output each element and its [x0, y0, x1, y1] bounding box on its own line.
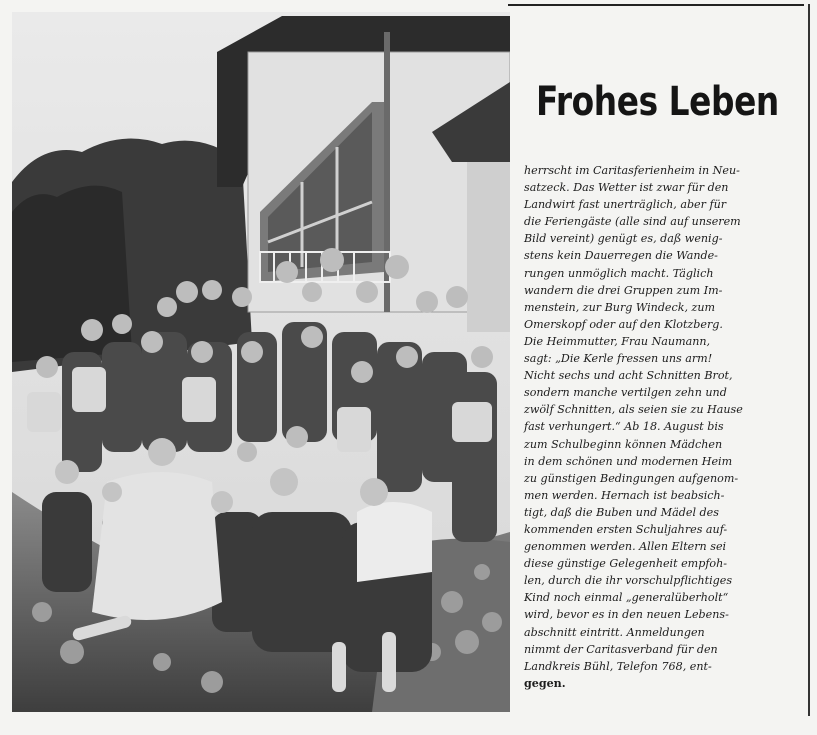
- article-body-line: diese günstige Gelegenheit empfoh-: [524, 557, 728, 571]
- article-body-line: in dem schönen und modernen Heim: [524, 454, 733, 468]
- article-body-line: wird, bevor es in den neuen Lebens-: [524, 608, 729, 622]
- article-body-line: len, durch die ihr vorschulpflichtiges: [524, 574, 733, 588]
- article-body-line: zu günstigen Bedingungen aufgenom-: [524, 471, 739, 485]
- article-body-line: sondern manche vertilgen zehn und: [524, 386, 727, 400]
- article-body: [524, 162, 806, 692]
- article-body-line: satzeck. Das Wetter ist zwar für den: [524, 181, 729, 195]
- article-body-line: Omerskopf oder auf den Klotzberg.: [524, 317, 723, 331]
- article-body-line: stens kein Dauerregen die Wande-: [524, 249, 718, 263]
- article-body-line: nimmt der Caritasverband für den: [524, 642, 718, 656]
- article-body-line: abschnitt eintritt. Anmeldungen: [524, 625, 705, 639]
- article-body-line: menstein, zur Burg Windeck, zum: [524, 300, 716, 314]
- article-body-line: die Feriengäste (alle sind auf unserem: [524, 215, 741, 229]
- article-headline: Frohes Leben: [536, 79, 779, 125]
- article-body-line: rungen unmöglich macht. Täglich: [524, 266, 714, 280]
- article-body-line: Die Heimmutter, Frau Naumann,: [524, 334, 711, 348]
- article-body-line: herrscht im Caritasferienheim in Neu-: [524, 164, 740, 177]
- article-body-line: men werden. Hernach ist beabsich-: [524, 488, 725, 502]
- article-body-line: gegen.: [524, 675, 566, 690]
- article-body-line: zwölf Schnitten, als seien sie zu Hause: [524, 403, 743, 417]
- article-body-line: Kind noch einmal „generalüberholt“: [524, 591, 729, 605]
- group-photo: [12, 12, 510, 712]
- article-body-line: fast verhungert.“ Ab 18. August bis: [524, 420, 724, 434]
- article-body-line: wandern die drei Gruppen zum Im-: [524, 283, 723, 297]
- article-body-line: Nicht sechs und acht Schnitten Brot,: [524, 369, 733, 383]
- article-body-line: Landwirt fast unerträglich, aber für: [524, 198, 727, 212]
- article-body-line: sagt: „Die Kerle fressen uns arm!: [524, 352, 713, 366]
- article-body-line: genommen werden. Allen Eltern sei: [524, 540, 727, 554]
- article-body-line: tigt, daß die Buben und Mädel des: [524, 505, 719, 519]
- article-body-line: Bild vereint) genügt es, daß wenig-: [524, 232, 723, 246]
- article-body-line: zum Schulbeginn können Mädchen: [524, 437, 723, 451]
- top-rule: [508, 4, 804, 6]
- article-body-line: kommenden ersten Schuljahres auf-: [524, 522, 728, 536]
- right-column-rule: [808, 4, 810, 716]
- article-body-line: Landkreis Bühl, Telefon 768, ent-: [524, 659, 712, 673]
